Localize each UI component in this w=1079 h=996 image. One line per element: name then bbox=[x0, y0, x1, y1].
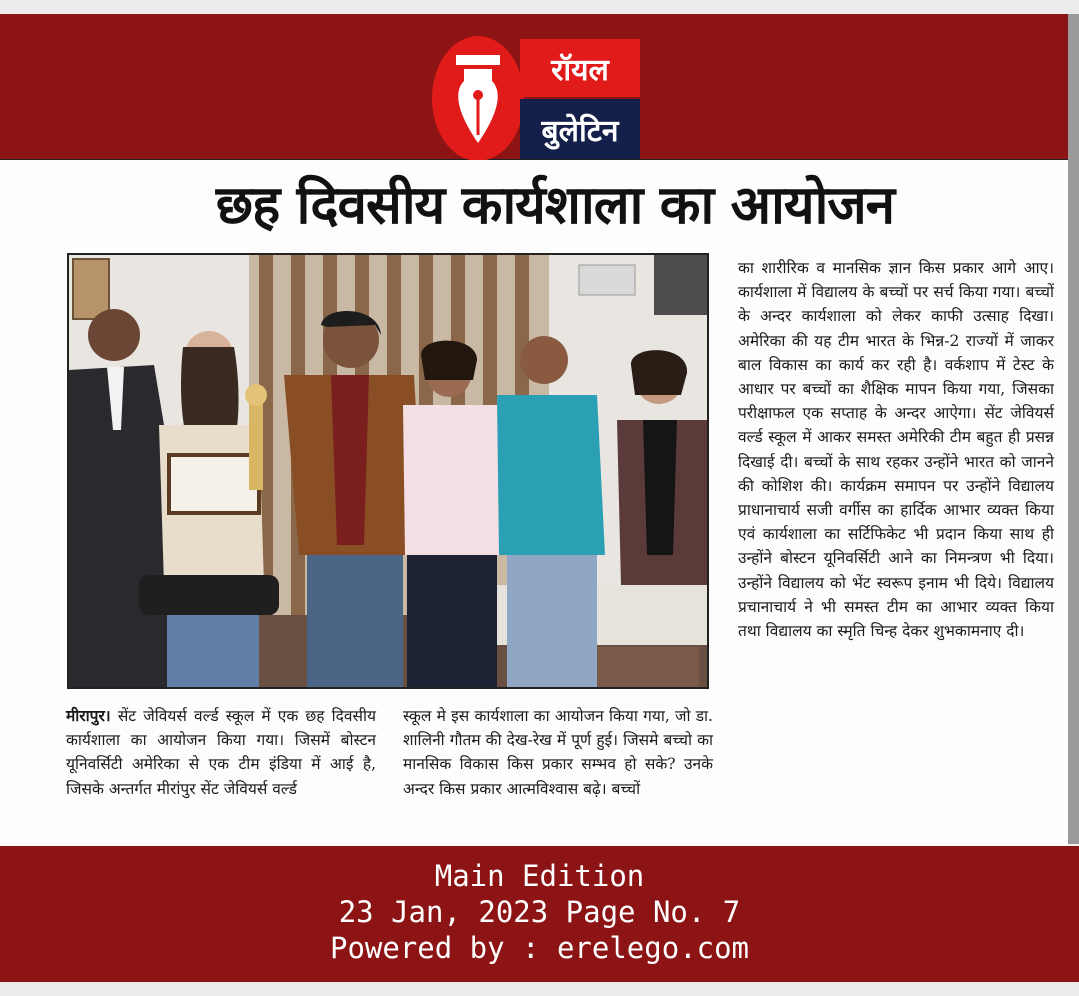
article-paragraph bbox=[66, 704, 376, 801]
masthead-banner bbox=[0, 14, 1068, 161]
edition-name: Main Edition bbox=[434, 859, 645, 893]
article-column-right bbox=[738, 256, 1054, 643]
article-column-middle bbox=[403, 704, 713, 801]
logo-word-bulletin: बुलेटिन bbox=[520, 99, 640, 159]
page-edge-shadow bbox=[1068, 14, 1079, 844]
edition-footer bbox=[0, 846, 1079, 982]
article-dateline: मीरापुर। bbox=[66, 706, 111, 725]
article-column-left bbox=[66, 704, 376, 801]
logo-word-royal: रॉयल bbox=[520, 39, 640, 97]
article-photo bbox=[67, 253, 709, 689]
article-text: सेंट जेवियर्स वर्ल्ड स्कूल में एक छह दिवसीय कार्यशाला का आयोजन किया गया। जिसमें बोस्टन यूनिवर्सिटी अमेरिका से एक टीम इंडिया में आई है, जिसके अन्तर्गत मीरांपुर सेंट जेवियर्स वर्ल्ड bbox=[66, 707, 377, 798]
article-paragraph: का शारीरिक व मानसिक ज्ञान किस प्रकार आगे आए। कार्यशाला में विद्यालय के बच्चों पर सर्च किया गया। बच्चों के अन्दर कार्यशाला को लेकर काफी उत्साह दिखा। अमेरिका की यह टीम भारत के भिन्न-2 राज्यों में जाकर बाल विकास का कार्य कर रही है। वर्कशाप में टेस्ट के आधार पर बच्चों का शैक्षिक मापन किया गया, जिसका परीक्षाफल एक सप्ताह के अन्दर आऐगा। सेंट जेवियर्स वर्ल्ड स्कूल में आकर समस्त अमेरिकी टीम बहुत ही प्रसन्न दिखाई दी। बच्चों के साथ रहकर उन्होंने भारत को जानने की कोशिश की। कार्यक्रम समापन पर उन्होंने विद्यालय प्राधानाचार्य सजी वर्गीस का हार्दिक आभार व्यक्त किया एवं कार्यशाला का सर्टिफिकेट भी प्रदान किया साथ ही उन्होंने बोस्टन यूनिवर्सिटी आने का निमन्त्रण भी दिया। उन्होंने विद्यालय को भेंट स्वरूप इनाम भी दिये। विद्यालय प्रचानाचार्य ने भी समस्त टीम का आभार व्यक्त किया तथा विद्यालय का स्मृति चिन्ह देकर शुभकामनाए दी। bbox=[738, 259, 1054, 641]
article-headline: छह दिवसीय कार्यशाला का आयोजन bbox=[215, 175, 895, 236]
brand-logo bbox=[432, 36, 640, 161]
bottom-margin-strip bbox=[0, 982, 1079, 996]
top-margin-strip bbox=[0, 0, 1079, 14]
article-paragraph: स्कूल मे इस कार्यशाला का आयोजन किया गया, जो डा. शालिनी गौतम की देख-रेख में पूर्ण हुई। जिसमे बच्चो का मानसिक विकास किस प्रकार सम्भव हो सके? उनके अन्दर किस प्रकार आत्मविश्वास बढ़े। बच्चों bbox=[403, 707, 713, 798]
powered-by: Powered by : erelego.com bbox=[329, 931, 750, 965]
fountain-pen-nib-icon bbox=[432, 36, 524, 161]
edition-date-page: 23 Jan, 2023 Page No. 7 bbox=[338, 895, 741, 929]
